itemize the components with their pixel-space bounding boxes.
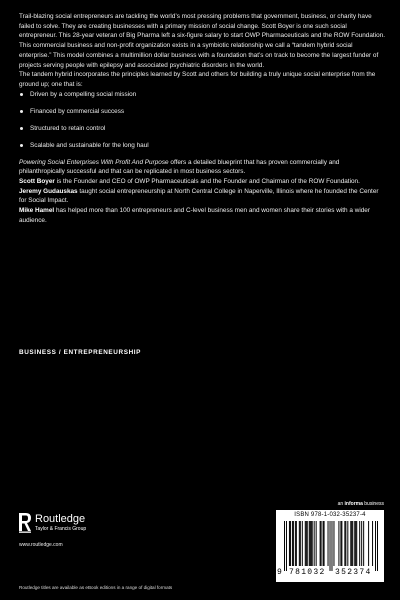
barcode-bar (284, 521, 285, 571)
bullet-icon (20, 144, 23, 147)
list-item (19, 124, 385, 133)
bullet-icon (20, 127, 23, 130)
publisher-name: Routledge (35, 513, 86, 525)
blurb-paragraph-1: Trail-blazing social entrepreneurs are tackling the world’s most pressing problems that government, business, or charity have failed to solve. They are creating businesses with a primary mission of social change. Scott Boyer is one such social entrepreneur. This 28-year veteran of Big Pharma left a six-figure salary to start OWP Pharmaceuticals and the ROW Foundation. This commercial business and non-profit organization exists in a symbiotic relationship we call a “tandem hybrid social enterprise.” This model combines a multimillion dollar business with a foundation that’s on track to become the largest funder of projects serving people with epilepsy and associated psychiatric disorders in the world. (19, 13, 385, 69)
barcode-bar (293, 521, 294, 566)
list-item-text: Structured to retain control (30, 124, 106, 132)
informa-tagline (338, 501, 384, 507)
barcode-bar (333, 521, 334, 566)
barcode-bar (316, 521, 317, 566)
barcode-bar (368, 521, 369, 566)
bullet-icon (20, 110, 23, 113)
author-bio (19, 187, 385, 206)
author-name: Scott Boyer (19, 178, 55, 186)
publisher-group: Taylor & Francis Group (35, 526, 87, 532)
author-bio-text: has helped more than 100 entrepreneurs and C-level business men and women share their stories with a wider audience. (19, 207, 370, 224)
isbn-label: ISBN 978-1-032-35237-4 (294, 512, 366, 518)
barcode-bar (356, 521, 357, 566)
barcode-bar (302, 521, 303, 566)
list-item-text: Driven by a compelling social mission (30, 90, 137, 98)
author-bio (19, 206, 385, 225)
informa-brand: informa (344, 501, 363, 507)
barcode-bar (361, 521, 362, 566)
barcode-bar (338, 521, 339, 566)
feature-list (19, 90, 385, 150)
barcode-bar (290, 521, 291, 566)
barcode-bar (350, 521, 351, 566)
blurb-paragraph-3-text: offers a detailed blueprint that has proven commercially and philanthropically successful and that can be replicated in most business sectors. (19, 158, 340, 176)
informa-suffix: business (362, 501, 384, 507)
barcode-digit-first: 9 (277, 568, 282, 577)
barcode-digits-left: 781032 (289, 568, 326, 577)
barcode-bar (347, 521, 348, 566)
barcode-bar (295, 521, 296, 566)
barcode-bar (323, 521, 324, 566)
barcode-bar (331, 521, 332, 571)
blurb-paragraph-3 (19, 158, 385, 177)
barcode-bar (321, 521, 322, 566)
list-item (19, 141, 385, 150)
barcode-bar (314, 521, 315, 566)
author-bio-text: taught social entrepreneurship at North Central College in Naperville, Illinois where he founded the Center for Social Impact. (19, 187, 379, 205)
barcode-bar (324, 521, 325, 566)
barcode-bar (330, 521, 331, 571)
barcode-bar (345, 521, 346, 566)
barcode-bar (307, 521, 308, 566)
barcode-bar (328, 521, 329, 566)
barcode-bar (377, 521, 378, 571)
barcode-bar (286, 521, 287, 571)
barcode-bar (363, 521, 364, 566)
ebook-note: Routledge titles are available as eBook editions in a range of digital formats (19, 585, 173, 590)
barcode-bar (344, 521, 345, 566)
barcode-digits (276, 568, 384, 580)
barcode-bar (354, 521, 355, 566)
barcode-bar (300, 521, 301, 566)
barcode-bar (311, 521, 312, 566)
barcode-bar (292, 521, 293, 566)
barcode-bar (320, 521, 321, 566)
routledge-logo-icon (19, 513, 32, 533)
barcode (276, 510, 384, 582)
blurb (19, 12, 385, 226)
blurb-paragraph-2: The tandem hybrid incorporates the principles learned by Scott and others for building a truly unique social enterprise from the ground up; one that is: (19, 71, 376, 88)
barcode-bar (296, 521, 297, 566)
category-label: BUSINESS / ENTREPRENEURSHIP (19, 349, 142, 356)
barcode-bar (306, 521, 307, 566)
barcode-bar (312, 521, 313, 566)
publisher-url[interactable]: www.routledge.com (19, 542, 63, 548)
author-bio (19, 177, 385, 187)
barcode-bar (375, 521, 376, 571)
list-item (19, 107, 385, 116)
author-name: Jeremy Gudauskas (19, 187, 78, 195)
barcode-digits-right: 352374 (335, 568, 372, 577)
author-bio-text: is the Founder and CEO of OWP Pharmaceuticals and the Founder and Chairman of the ROW Foundation. (54, 178, 360, 186)
author-name: Mike Hamel (19, 207, 55, 215)
barcode-bar (372, 521, 373, 566)
barcode-bar (351, 521, 352, 566)
barcode-bars (284, 521, 378, 571)
barcode-bar (352, 521, 353, 566)
list-item-text: Financed by commercial success (30, 107, 125, 115)
book-title: Powering Social Enterprises With Profit And Purpose (19, 158, 169, 166)
barcode-bar (355, 521, 356, 566)
barcode-bar (309, 521, 310, 566)
list-item (19, 90, 385, 99)
barcode-bar (359, 521, 360, 566)
barcode-bar (310, 521, 311, 566)
informa-prefix: an (337, 501, 345, 507)
barcode-bar (340, 521, 341, 566)
bullet-icon (20, 93, 23, 96)
list-item-text: Scalable and sustainable for the long haul (30, 141, 149, 149)
barcode-bar (289, 521, 290, 566)
barcode-bar (299, 521, 300, 566)
barcode-bar (341, 521, 342, 566)
publisher-logo (19, 513, 129, 537)
barcode-bar (305, 521, 306, 566)
